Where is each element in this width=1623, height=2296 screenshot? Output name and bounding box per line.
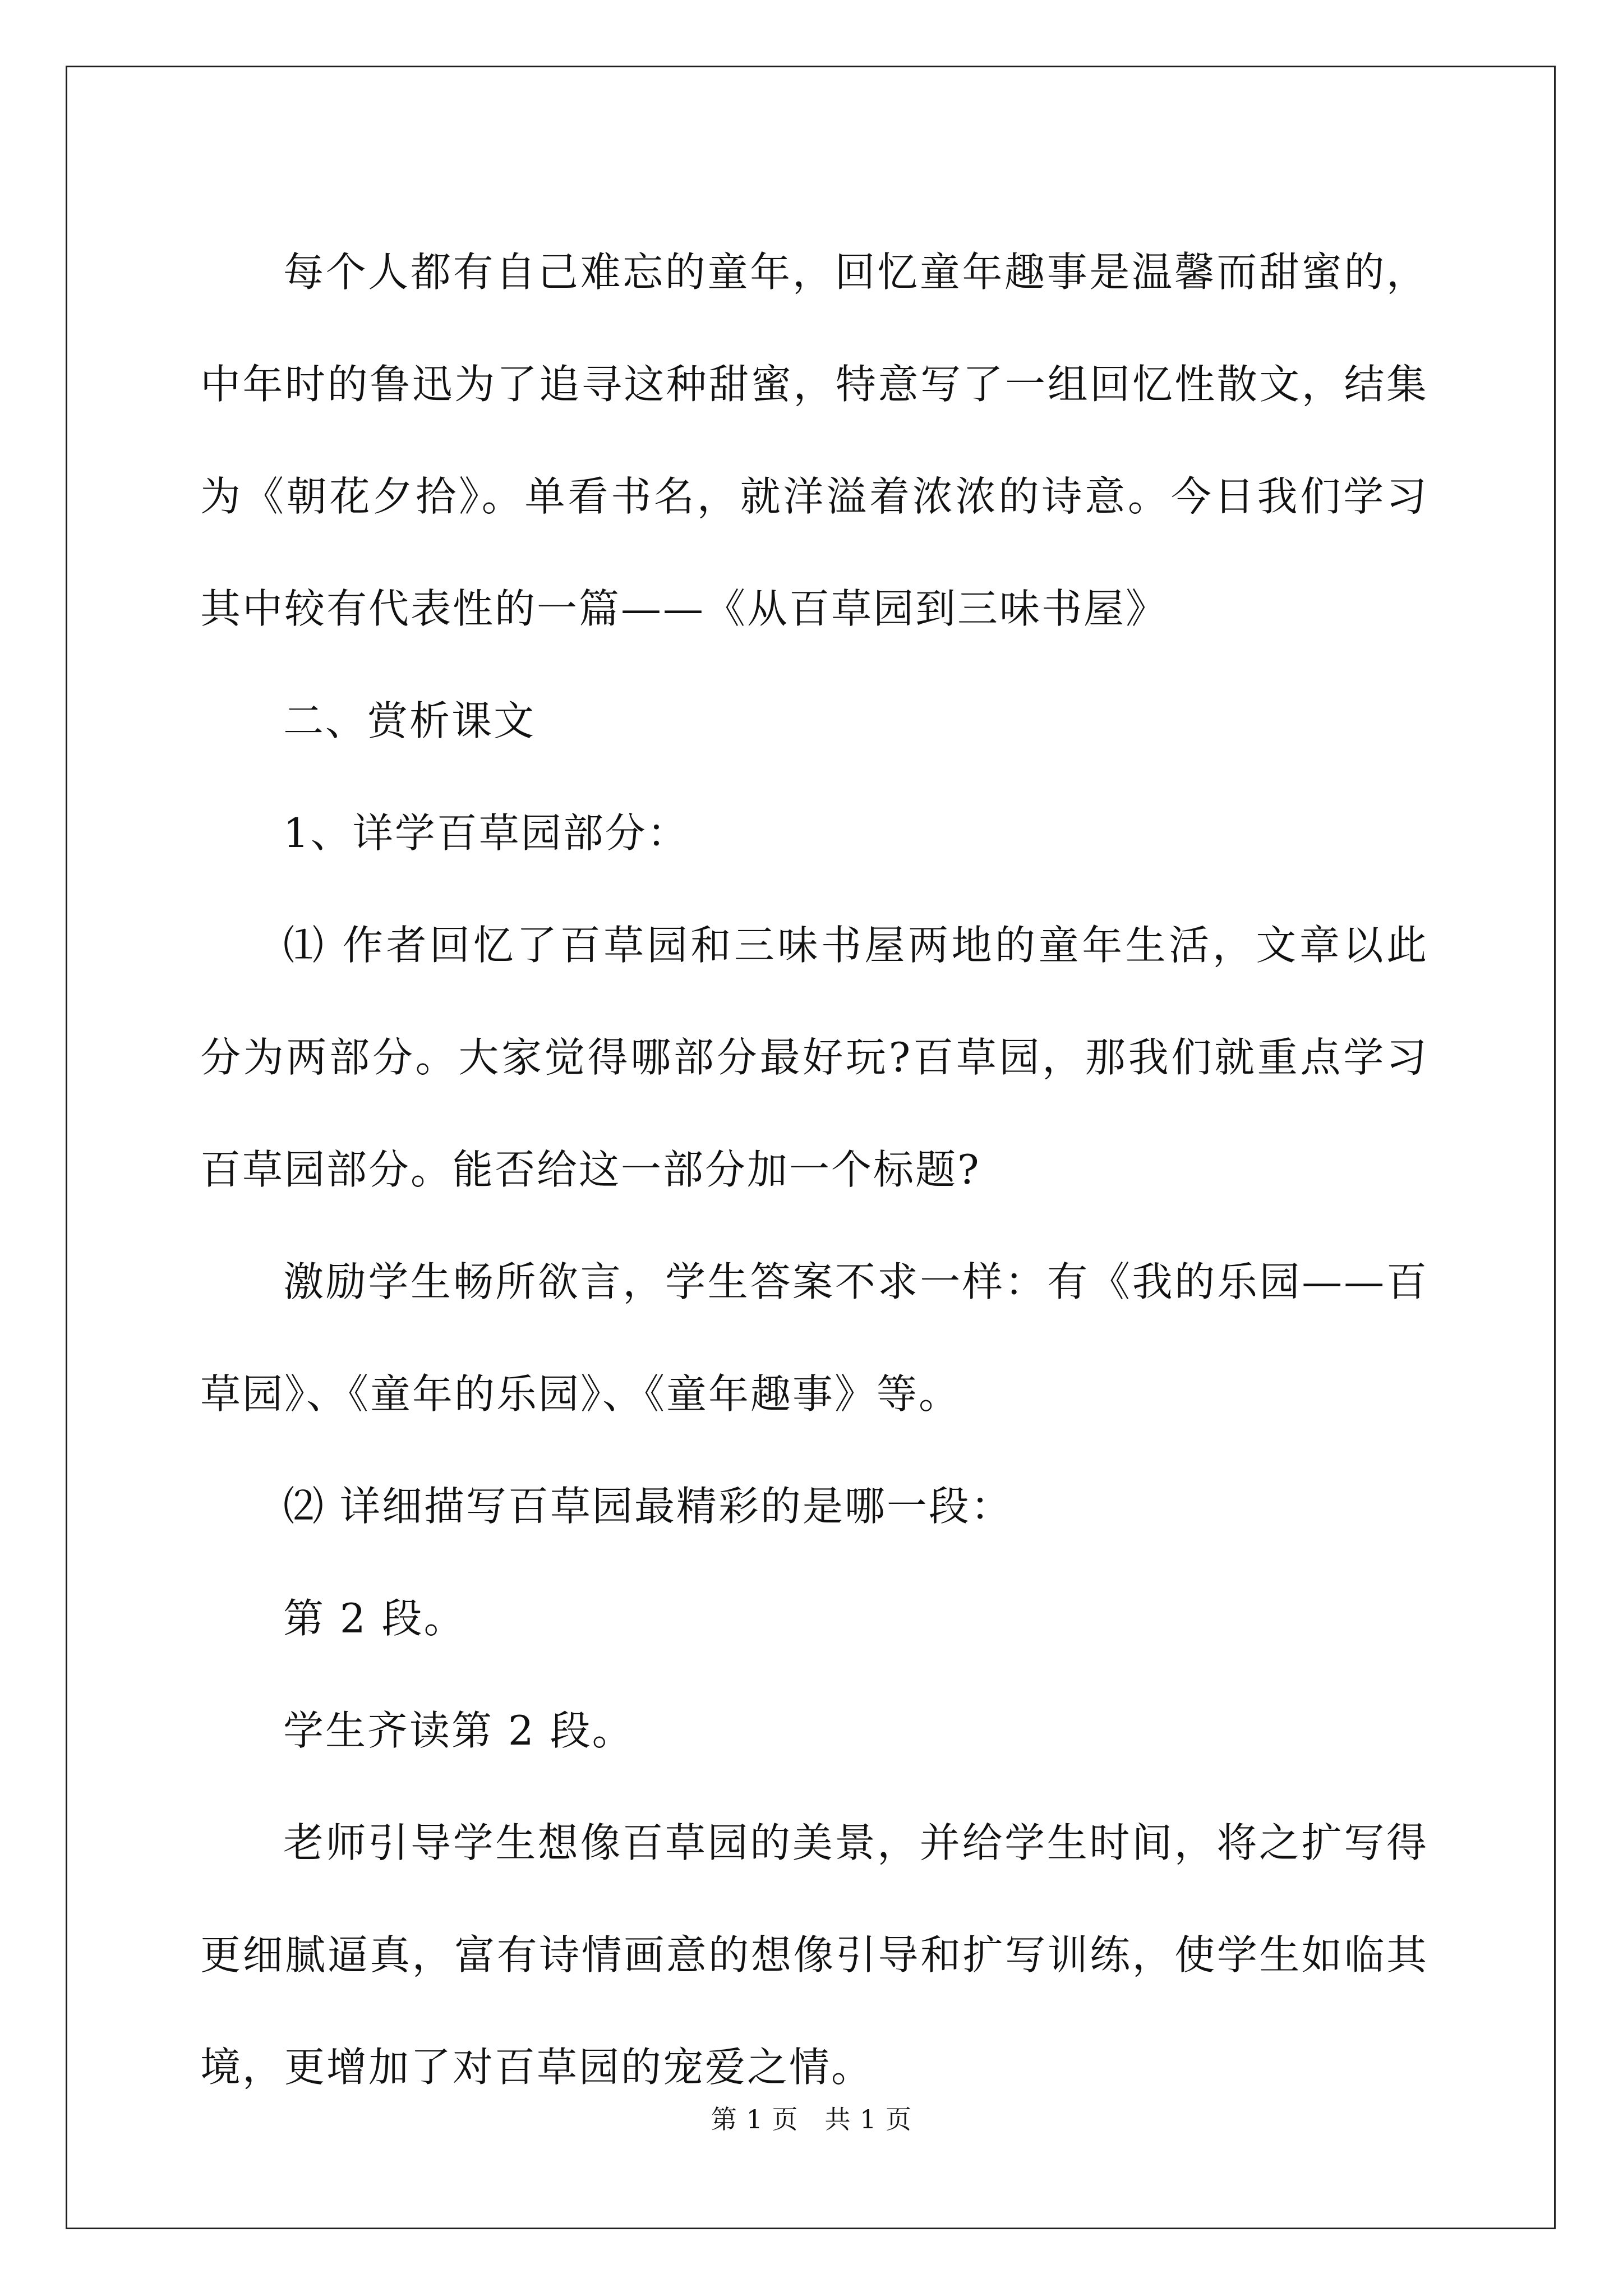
paragraph-reading: 学生齐读第 2 段。 bbox=[283, 1707, 634, 1754]
paragraph-answer-2: 第 2 段。 bbox=[283, 1595, 466, 1642]
document-body bbox=[200, 216, 1428, 2123]
section-heading: 二、赏析课文 bbox=[283, 697, 536, 744]
page-number: 第 1 页 共 1 页 bbox=[711, 2104, 912, 2134]
paragraph-question-1: ⑴ 作者回忆了百草园和三味书屋两地的童年生活，文章以此分为两部分。大家觉得哪部分最好玩?百草园，那我们就重点学习百草园部分。能否给这一部分加一个标题? bbox=[200, 922, 1428, 1193]
paragraph-question-2: ⑵ 详细描写百草园最精彩的是哪一段： bbox=[283, 1483, 1013, 1530]
paragraph-guidance: 老师引导学生想像百草园的美景，并给学生时间，将之扩写得更细腻逼真，富有诗情画意的想像引导和扩写训练，使学生如临其境，更增加了对百草园的宠爱之情。 bbox=[200, 1819, 1428, 2091]
paragraph-intro: 每个人都有自己难忘的童年，回忆童年趣事是温馨而甜蜜的，中年时的鲁迅为了追寻这种甜蜜，特意写了一组回忆性散文，结集为《朝花夕拾》。单看书名，就洋溢着浓浓的诗意。今日我们学习其中较有代表性的一篇——《从百草园到三味书屋》 bbox=[200, 249, 1428, 632]
paragraph-answer-1: 激励学生畅所欲言，学生答案不求一样：有《我的乐园——百草园》、《童年的乐园》、《童年趣事》等。 bbox=[200, 1258, 1428, 1418]
subsection-heading: 1、详学百草园部分： bbox=[283, 809, 689, 857]
